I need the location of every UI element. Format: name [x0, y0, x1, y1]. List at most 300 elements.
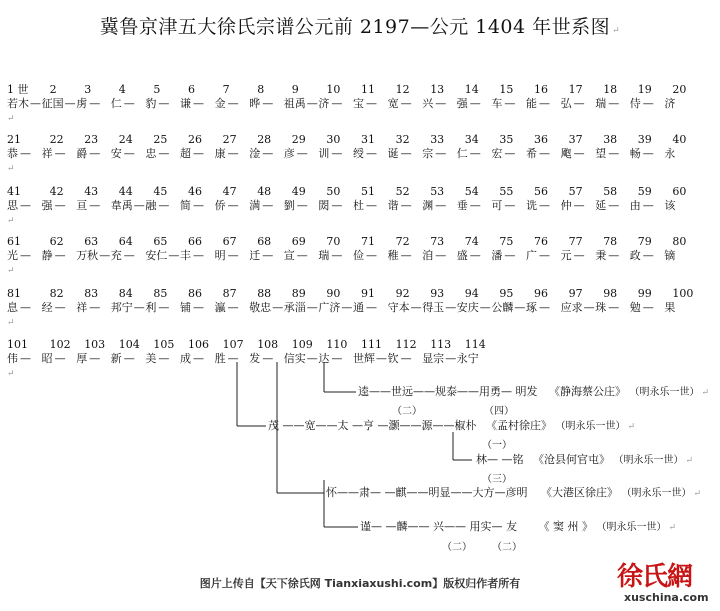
- chart-title: 冀鲁京津五大徐氏宗谱公元前 2197—公元 1404 年世系图 ↵: [99, 16, 621, 38]
- ancestor-name: 充: [110, 249, 122, 262]
- lineage-connector: —: [158, 97, 170, 110]
- ancestor-name: 显宗: [422, 352, 445, 365]
- generation-number: 87: [222, 287, 237, 300]
- ancestor-name: 延: [595, 199, 607, 212]
- generation-number: 64: [118, 235, 133, 248]
- ancestor-name: 安仁: [145, 249, 168, 262]
- ancestor-name: 成: [180, 352, 191, 365]
- generation-number: 25: [153, 133, 168, 146]
- generation-number: 67: [222, 235, 237, 248]
- branch-3-place: 《沧县何官屯》: [533, 453, 610, 466]
- generation-number: 108: [257, 338, 279, 351]
- branch-3: 林— —铭 《沧县何官屯》 （明永乐一世） ↵: [476, 453, 694, 466]
- generation-number: 24: [118, 133, 133, 146]
- ancestor-name: 强: [456, 97, 468, 110]
- ancestor-name: 宽: [387, 97, 399, 110]
- branch-2-chain: 茂 ——宽——太 —亨 —灏——源——椒朴: [268, 419, 477, 432]
- branch-1-note-1: （二）: [392, 406, 422, 417]
- generation-number: 21: [7, 133, 21, 146]
- generation-number: 93: [430, 287, 445, 300]
- lineage-connector: —: [331, 199, 343, 212]
- generation-number: 7: [222, 83, 230, 96]
- lineage-connector: —: [479, 301, 491, 314]
- lineage-connector: —: [400, 352, 412, 365]
- lineage-connector: —: [193, 199, 204, 212]
- ancestor-name: 谐: [387, 199, 399, 212]
- lineage-connector: —: [262, 147, 274, 160]
- generation-number: 73: [430, 235, 445, 248]
- row-paragraph-mark: ↵: [7, 216, 15, 226]
- generation-number: 70: [326, 235, 341, 248]
- ancestor-name: 渊: [422, 199, 434, 212]
- ancestor-name: 新: [110, 352, 122, 365]
- lineage-connector: —: [133, 199, 145, 212]
- ancestor-name: 永宁: [456, 352, 479, 365]
- lineage-connector: —: [168, 249, 180, 262]
- generation-number: 13: [430, 83, 445, 96]
- lineage-connector: —: [123, 249, 135, 262]
- lineage-connector: —: [54, 249, 66, 262]
- generation-number: 98: [603, 287, 618, 300]
- branch-5-gen: （明永乐一世）: [596, 522, 667, 533]
- ancestor-name: 敬忠: [249, 301, 272, 314]
- generation-number: 65: [153, 235, 168, 248]
- lineage-connector: —: [89, 352, 101, 365]
- generation-number: 32: [395, 133, 410, 146]
- generation-number: 84: [118, 287, 133, 300]
- branch-5-note-2: （二）: [492, 542, 522, 553]
- lineage-connector: —: [20, 199, 31, 212]
- lineage-connector: —: [469, 249, 481, 262]
- ancestor-name: 瑞: [595, 97, 607, 110]
- lineage-connector: —: [262, 249, 274, 262]
- site-logo-url: xuschina.com: [624, 591, 709, 604]
- ancestor-name: 济: [664, 97, 676, 110]
- generation-number: 88: [257, 287, 272, 300]
- generation-number: 27: [222, 133, 237, 146]
- ancestor-name: 丰: [180, 249, 191, 262]
- branch-5: 谨— —麟—— 兴—— 用实— 友 《 窦 州 》 （明永乐一世） ↵: [360, 520, 677, 533]
- branch-2: 茂 ——宽——太 —亨 —灏——源——椒朴 《孟村徐庄》 （明永乐一世） ↵: [268, 419, 636, 432]
- lineage-connector: —: [539, 199, 550, 212]
- lineage-connector: —: [20, 301, 31, 314]
- lineage-connector: —: [539, 97, 550, 110]
- lineage-connector: —: [262, 97, 274, 110]
- generation-number: 29: [291, 133, 306, 146]
- generation-number: 71: [361, 235, 375, 248]
- branch-1: 逵——世远——规泰——用勇— 明发 《静海蔡公庄》 （明永乐一世） ↵: [358, 385, 710, 398]
- generation-number: 50: [326, 185, 341, 198]
- lineage-connector: —: [296, 147, 308, 160]
- row-paragraph-mark: ↵: [7, 114, 15, 124]
- ancestor-name: 融: [145, 199, 157, 212]
- ancestor-name: 由: [629, 199, 641, 212]
- lineage-connector: —: [331, 352, 343, 365]
- generation-number: 101: [7, 338, 28, 351]
- ancestor-name: 侍: [629, 97, 641, 110]
- ancestor-name: 秉: [595, 249, 607, 262]
- lineage-connector: —: [573, 97, 585, 110]
- lineage-connector: —: [366, 301, 377, 314]
- generation-number: 62: [49, 235, 64, 248]
- ancestor-name: 仁: [110, 97, 122, 110]
- ancestor-name: 达: [318, 352, 330, 365]
- lineage-connector: —: [514, 301, 526, 314]
- lineage-connector: —: [227, 352, 239, 365]
- ancestor-name: 静: [41, 249, 53, 262]
- lineage-connector: —: [20, 249, 31, 262]
- ancestor-name: 诞: [387, 147, 399, 160]
- ancestor-name: 潘: [491, 249, 503, 262]
- generation-number: 37: [568, 133, 583, 146]
- lineage-connector: —: [366, 147, 377, 160]
- lineage-connector: —: [20, 147, 31, 160]
- branch-3-gen: （明永乐一世）: [613, 455, 684, 466]
- generation-number: 35: [499, 133, 514, 146]
- generation-number: 107: [222, 338, 244, 351]
- generation-number: 6: [188, 83, 195, 96]
- ancestor-name: 韋禹: [110, 199, 133, 212]
- ancestor-name: 恭: [7, 147, 18, 160]
- ancestor-name: 美: [145, 352, 157, 365]
- lineage-connector: —: [306, 301, 318, 314]
- ancestor-name: 该: [664, 199, 676, 212]
- generation-number: 85: [153, 287, 168, 300]
- ancestor-name: 谦: [180, 97, 191, 110]
- lineage-connector: —: [54, 301, 66, 314]
- lineage-connector: —: [608, 249, 620, 262]
- ancestor-name: 利: [145, 301, 157, 314]
- lineage-connector: —: [123, 97, 135, 110]
- lineage-connector: —: [158, 147, 170, 160]
- ancestor-name: 閦: [318, 199, 330, 212]
- generation-number: 55: [499, 185, 514, 198]
- lineage-connector: —: [400, 199, 412, 212]
- ancestor-name: 盛: [456, 249, 468, 262]
- generation-number: 92: [395, 287, 410, 300]
- ancestor-name: 望: [595, 147, 607, 160]
- ancestor-name: 车: [491, 97, 503, 110]
- generation-number: 90: [326, 287, 341, 300]
- generation-number: 42: [49, 185, 64, 198]
- generation-number: 56: [534, 185, 548, 198]
- ancestor-name: 能: [526, 97, 537, 110]
- ancestor-name: 世辉: [353, 352, 375, 365]
- ancestor-name: 洎: [422, 249, 434, 262]
- generation-number: 79: [637, 235, 652, 248]
- lineage-connector: —: [193, 249, 204, 262]
- lineage-connector: —: [435, 97, 447, 110]
- lineage-connector: —: [608, 147, 620, 160]
- ancestor-name: 简: [180, 199, 191, 212]
- generation-number: 100: [672, 287, 694, 300]
- generation-number: 72: [395, 235, 410, 248]
- ancestor-name: 明: [214, 249, 226, 262]
- ancestor-name: 杜: [353, 199, 364, 212]
- generation-number: 33: [430, 133, 445, 146]
- lineage-connector: —: [193, 147, 204, 160]
- generation-number: 66: [188, 235, 202, 248]
- lineage-connector: —: [296, 249, 308, 262]
- branch-4-place: 《大港区徐庄》: [541, 486, 618, 499]
- lineage-connector: —: [410, 301, 422, 314]
- generation-number: 97: [568, 287, 583, 300]
- ancestor-name: 强: [41, 199, 53, 212]
- generation-number: 20: [672, 83, 687, 96]
- lineage-connector: —: [123, 352, 135, 365]
- ancestor-name: 铺: [180, 301, 191, 314]
- ancestor-name: 虏: [76, 97, 88, 110]
- generation-number: 4: [118, 83, 126, 96]
- lineage-connector: —: [89, 97, 101, 110]
- lineage-connector: —: [133, 301, 145, 314]
- ancestor-name: 勉: [629, 301, 641, 314]
- generation-number: 102: [49, 338, 71, 351]
- ancestor-name: 瀛: [214, 301, 226, 314]
- branch-4-gen: （明永乐一世）: [621, 488, 692, 499]
- lineage-connector: —: [400, 147, 412, 160]
- ancestor-name: 瑞: [318, 249, 330, 262]
- generation-number: 76: [534, 235, 548, 248]
- ancestor-name: 光: [7, 249, 18, 262]
- generation-number: 30: [326, 133, 341, 146]
- ancestor-name: 万秋: [76, 249, 99, 262]
- ancestor-name: 通: [353, 301, 364, 314]
- generation-number: 57: [568, 185, 583, 198]
- lineage-connector: —: [123, 147, 135, 160]
- ancestor-name: 绶: [353, 147, 364, 160]
- ancestor-name: 爵: [76, 147, 88, 160]
- lineage-connector: —: [400, 97, 412, 110]
- lineage-connector: —: [366, 97, 377, 110]
- branch-3-chain: 林— —铭: [476, 453, 524, 466]
- ancestor-name: 祥: [41, 147, 53, 160]
- generation-number: 51: [361, 185, 375, 198]
- lineage-connector: —: [583, 301, 595, 314]
- generation-number: 2: [49, 83, 57, 96]
- generation-number: 109: [291, 338, 313, 351]
- ancestor-name: 伟: [7, 352, 18, 365]
- ancestor-name: 晔: [249, 97, 261, 110]
- lineage-connector: —: [272, 301, 284, 314]
- ancestor-name: 宣: [283, 249, 295, 262]
- ancestor-name: 守本: [387, 301, 410, 314]
- lineage-connector: —: [262, 352, 274, 365]
- ancestor-name: 钦: [387, 352, 399, 365]
- ancestor-name: 弘: [560, 97, 572, 110]
- ancestor-name: 仁: [456, 147, 468, 160]
- lineage-connector: —: [99, 249, 111, 262]
- ancestor-name: 彦: [283, 147, 295, 160]
- ancestor-name: 安: [110, 147, 122, 160]
- lineage-connector: —: [642, 147, 654, 160]
- lineage-connector: —: [331, 147, 343, 160]
- generation-number: 34: [464, 133, 479, 146]
- ancestor-name: 承淄: [283, 301, 306, 314]
- generation-number: 19: [637, 83, 652, 96]
- generation-number: 104: [118, 338, 140, 351]
- ancestor-name: 训: [318, 147, 330, 160]
- generation-number: 36: [534, 133, 548, 146]
- lineage-connector: —: [89, 147, 101, 160]
- lineage-connector: —: [573, 147, 585, 160]
- generation-number: 16: [534, 83, 548, 96]
- generation-number: 22: [49, 133, 64, 146]
- paragraph-mark: ↵: [612, 26, 621, 36]
- ancestor-name: 应求: [560, 301, 583, 314]
- generation-number: 11: [361, 83, 375, 96]
- generation-number: 110: [326, 338, 348, 351]
- ancestor-name: 若木: [7, 97, 29, 110]
- ancestor-name: 超: [180, 147, 191, 160]
- lineage-connector: —: [642, 301, 654, 314]
- generation-number: 106: [188, 338, 209, 351]
- generation-number: 52: [395, 185, 410, 198]
- ancestor-name: 昭: [41, 352, 53, 365]
- generation-number: 49: [291, 185, 306, 198]
- ancestor-name: 元: [560, 249, 572, 262]
- generation-number: 58: [603, 185, 618, 198]
- lineage-connector: —: [227, 301, 239, 314]
- generation-number: 74: [464, 235, 479, 248]
- generation-number: 82: [49, 287, 64, 300]
- ancestor-name: 畅: [629, 147, 641, 160]
- lineage-connector: —: [331, 249, 343, 262]
- ancestor-name: 满: [249, 199, 261, 212]
- ancestor-name: 济: [318, 97, 330, 110]
- lineage-connector: —: [400, 249, 412, 262]
- row-paragraph-mark: ↵: [7, 369, 15, 379]
- generation-number: 14: [464, 83, 479, 96]
- ancestor-name: 宝: [353, 97, 364, 110]
- lineage-connector: —: [54, 147, 66, 160]
- generation-number: 40: [672, 133, 687, 146]
- lineage-connector: —: [158, 199, 170, 212]
- ancestor-name: 劉: [283, 199, 295, 212]
- lineage-connector: —: [573, 249, 585, 262]
- lineage-connector: —: [30, 97, 41, 110]
- ancestor-name: 信实: [283, 352, 306, 365]
- lineage-connector: —: [306, 97, 318, 110]
- generation-number: 103: [84, 338, 106, 351]
- lineage-connector: —: [608, 301, 620, 314]
- generation-number: 44: [118, 185, 133, 198]
- generation-number: 8: [257, 83, 265, 96]
- branch-2-gen: （明永乐一世）: [555, 421, 626, 432]
- generation-number: 96: [534, 287, 548, 300]
- generation-number: 54: [464, 185, 479, 198]
- generation-number: 83: [84, 287, 99, 300]
- lineage-connector: —: [366, 249, 377, 262]
- ancestor-name: 祖禹: [283, 97, 306, 110]
- generation-number: 91: [361, 287, 375, 300]
- branch-4-chain: 怀——肃— —麒——明显——大方—彦明: [326, 486, 528, 499]
- generation-number: 23: [84, 133, 99, 146]
- generation-number: 26: [188, 133, 202, 146]
- ancestor-name: 仲: [560, 199, 572, 212]
- lineage-connector: —: [504, 97, 516, 110]
- generation-number: 61: [7, 235, 21, 248]
- lineage-connector: —: [193, 301, 204, 314]
- generation-number: 39: [637, 133, 652, 146]
- ancestor-name: 宏: [491, 147, 503, 160]
- lineage-connector: —: [54, 352, 66, 365]
- generation-number: 59: [637, 185, 652, 198]
- ancestor-name: 可: [491, 199, 503, 212]
- generation-number: 78: [603, 235, 618, 248]
- ancestor-name: 侨: [214, 199, 226, 212]
- lineage-connector: —: [642, 97, 654, 110]
- lineage-connector: —: [306, 352, 318, 365]
- generation-number: 31: [361, 133, 375, 146]
- ancestor-name: 忠: [145, 147, 157, 160]
- generation-number: 45: [153, 185, 168, 198]
- generation-number: 60: [672, 185, 687, 198]
- generation-number: 99: [637, 287, 652, 300]
- generation-number: 46: [188, 185, 202, 198]
- lineage-connector: —: [366, 199, 377, 212]
- lineage-connector: —: [469, 199, 481, 212]
- lineage-connector: —: [227, 249, 239, 262]
- lineage-connector: —: [608, 97, 620, 110]
- ancestor-name: 邦宁: [110, 301, 133, 314]
- ancestor-name: 发: [249, 352, 261, 365]
- ancestor-name: 垂: [456, 199, 468, 212]
- lineage-connector: —: [504, 147, 516, 160]
- lineage-connector: —: [89, 199, 101, 212]
- lineage-connector: —: [445, 301, 457, 314]
- ancestor-name: 诜: [526, 199, 537, 212]
- generation-number: 18: [603, 83, 618, 96]
- ancestor-name: 果: [664, 301, 676, 314]
- ancestor-name: 思: [7, 199, 18, 212]
- ancestor-name: 珠: [595, 301, 607, 314]
- ancestor-name: 广: [526, 249, 537, 262]
- lineage-connector: —: [227, 147, 239, 160]
- ancestor-name: 永: [664, 147, 676, 160]
- generation-number: 75: [499, 235, 514, 248]
- generation-number: 77: [568, 235, 583, 248]
- lineage-connector: —: [504, 199, 516, 212]
- lineage-connector: —: [158, 301, 170, 314]
- lineage-connector: —: [158, 352, 170, 365]
- lineage-connector: —: [539, 147, 550, 160]
- generation-number: 5: [153, 83, 161, 96]
- ancestor-name: 公麟: [491, 301, 514, 314]
- lineage-connector: —: [376, 352, 387, 365]
- branch-4: 怀——肃— —麒——明显——大方—彦明 《大港区徐庄》 （明永乐一世） ↵: [326, 486, 702, 499]
- lineage-connector: —: [539, 249, 550, 262]
- ancestor-name: 经: [41, 301, 53, 314]
- ancestor-name: 金: [214, 97, 226, 110]
- generation-number: 94: [464, 287, 479, 300]
- generation-number: 111: [361, 338, 382, 351]
- generation-number: 43: [84, 185, 99, 198]
- ancestor-name: 琢: [526, 301, 537, 314]
- row-paragraph-mark: ↵: [7, 266, 15, 276]
- lineage-connector: —: [435, 249, 447, 262]
- ancestor-name: 豹: [145, 97, 157, 110]
- generation-number: 3: [84, 83, 92, 96]
- generation-number: 1 世: [7, 83, 29, 96]
- lineage-connector: —: [504, 249, 516, 262]
- generation-number: 113: [430, 338, 452, 351]
- generation-number: 41: [7, 185, 21, 198]
- generation-number: 80: [672, 235, 687, 248]
- lineage-connector: —: [227, 199, 239, 212]
- generation-number: 38: [603, 133, 618, 146]
- generation-number: 69: [291, 235, 306, 248]
